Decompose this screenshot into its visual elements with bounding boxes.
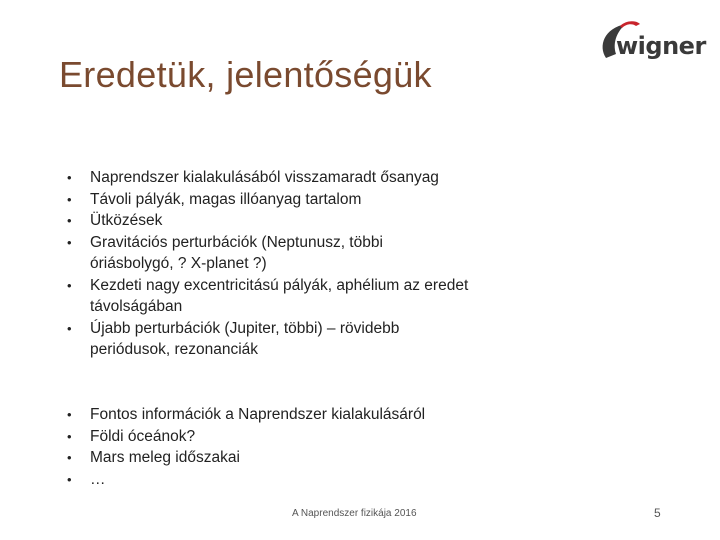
bullet-icon: • — [67, 407, 72, 422]
bullet-item — [66, 447, 470, 469]
bullet-icon: • — [67, 450, 72, 465]
bullet-icon: • — [67, 234, 72, 250]
logo-wordmark: wigner — [616, 32, 706, 60]
bullet-item — [66, 318, 470, 361]
bullet-item — [66, 426, 470, 448]
bullet-icon: • — [67, 320, 72, 336]
bullet-text: Gravitációs perturbációk (Neptunusz, többi óriásbolygó, ? X-planet ?) — [90, 233, 383, 272]
bullet-item — [66, 189, 470, 211]
bullet-text: Távoli pályák, magas illóanyag tartalom — [90, 190, 362, 208]
bullet-text: … — [90, 470, 106, 488]
bullet-text: Újabb perturbációk (Jupiter, többi) – rövidebb periódusok, rezonanciák — [90, 319, 400, 358]
bullet-list-origin — [66, 167, 470, 361]
bullet-list-significance — [66, 404, 470, 490]
bullet-item — [66, 167, 470, 189]
bullet-item — [66, 232, 470, 275]
bullet-icon: • — [67, 277, 72, 293]
bullet-text: Ütközések — [90, 212, 163, 229]
wigner-logo — [596, 14, 712, 66]
bullet-item — [66, 210, 470, 232]
bullet-text: Fontos információk a Naprendszer kialakulásáról — [90, 406, 426, 423]
bullet-item — [66, 275, 470, 318]
bullet-icon: • — [67, 428, 72, 444]
bullet-text: Naprendszer kialakulásából visszamaradt ősanyag — [90, 169, 439, 186]
logo-accent — [620, 21, 640, 28]
bullet-text: Földi óceánok? — [90, 427, 196, 445]
bullet-icon: • — [67, 213, 72, 228]
bullet-item — [66, 469, 470, 491]
bullet-icon: • — [67, 471, 72, 487]
bullet-icon: • — [67, 191, 72, 207]
bullet-text: Kezdeti nagy excentricitású pályák, aphélium az eredet távolságában — [90, 276, 469, 315]
slide-title: Eredetük, jelentőségük — [59, 54, 432, 95]
bullet-icon: • — [67, 170, 72, 185]
bullet-text: Mars meleg időszakai — [90, 449, 240, 466]
page-number: 5 — [654, 506, 661, 520]
bullet-item — [66, 404, 470, 426]
slide-footer: A Naprendszer fizikája 2016 — [292, 508, 417, 519]
